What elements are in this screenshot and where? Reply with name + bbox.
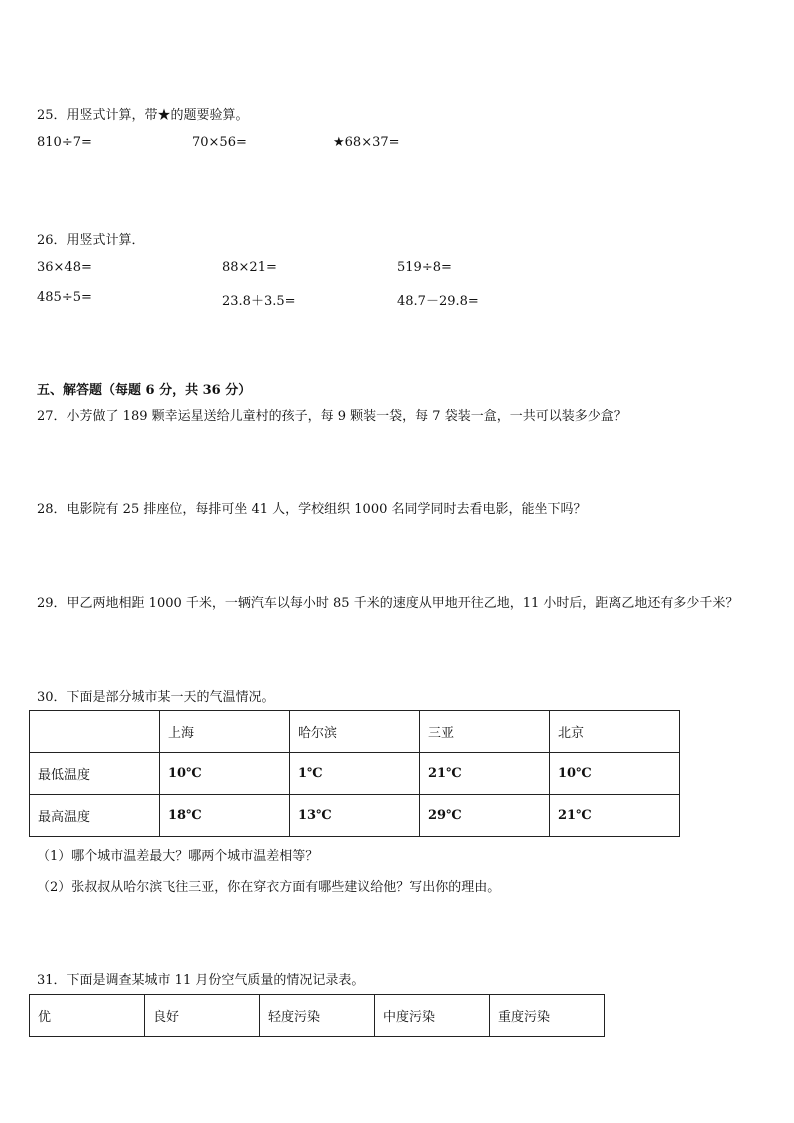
q26-row2-item-3: 48.7－29.8= bbox=[397, 294, 479, 309]
q25-item-3: ★68×37= bbox=[333, 135, 400, 150]
q26-row2-item-2: 23.8＋3.5= bbox=[222, 294, 296, 309]
table-cell: 10℃ bbox=[550, 753, 680, 795]
table-header-cell: 中度污染 bbox=[375, 995, 490, 1037]
table-header-cell: 北京 bbox=[550, 711, 680, 753]
table-cell: 1℃ bbox=[290, 753, 420, 795]
section5-title: 五、解答题（每题 6 分，共 36 分） bbox=[37, 383, 252, 398]
q26-row1-item-2: 88×21= bbox=[222, 260, 277, 275]
q30-title: 30．下面是部分城市某一天的气温情况。 bbox=[37, 690, 275, 705]
table-header-cell: 哈尔滨 bbox=[290, 711, 420, 753]
q26-title: 26．用竖式计算． bbox=[37, 233, 145, 248]
q30-sub1: （1）哪个城市温差最大？哪两个城市温差相等？ bbox=[37, 849, 319, 864]
table-cell: 10℃ bbox=[160, 753, 290, 795]
table-cell: 13℃ bbox=[290, 795, 420, 837]
temperature-table bbox=[29, 710, 680, 837]
table-header-cell: 三亚 bbox=[420, 711, 550, 753]
row-label-cell: 最高温度 bbox=[30, 795, 160, 837]
q26-row1-item-1: 36×48= bbox=[37, 260, 92, 275]
table-header-cell: 良好 bbox=[145, 995, 260, 1037]
table-row bbox=[30, 753, 680, 795]
air-quality-table bbox=[29, 994, 605, 1037]
q27-text: 27．小芳做了 189 颗幸运星送给儿童村的孩子，每 9 颗装一袋，每 7 袋装一盒，一共可以装多少盒？ bbox=[37, 409, 627, 424]
q25-item-1: 810÷7= bbox=[37, 135, 92, 150]
table-header-cell: 轻度污染 bbox=[260, 995, 375, 1037]
table-header-cell bbox=[30, 711, 160, 753]
q31-title: 31．下面是调查某城市 11 月份空气质量的情况记录表。 bbox=[37, 973, 365, 988]
table-row bbox=[30, 795, 680, 837]
table-cell: 18℃ bbox=[160, 795, 290, 837]
q30-sub2: （2）张叔叔从哈尔滨飞往三亚，你在穿衣方面有哪些建议给他？写出你的理由。 bbox=[37, 880, 501, 895]
q26-row1-item-3: 519÷8= bbox=[397, 260, 452, 275]
table-cell: 29℃ bbox=[420, 795, 550, 837]
table-header-cell: 上海 bbox=[160, 711, 290, 753]
q29-text: 29．甲乙两地相距 1000 千米，一辆汽车以每小时 85 千米的速度从甲地开往乙地，11 小时后，距离乙地还有多少千米？ bbox=[37, 596, 739, 611]
q25-title: 25．用竖式计算，带★的题要验算。 bbox=[37, 108, 249, 123]
table-cell: 21℃ bbox=[550, 795, 680, 837]
table-cell: 21℃ bbox=[420, 753, 550, 795]
table-header-cell: 重度污染 bbox=[490, 995, 605, 1037]
table-header-cell: 优 bbox=[30, 995, 145, 1037]
q25-item-2: 70×56= bbox=[192, 135, 247, 150]
row-label-cell: 最低温度 bbox=[30, 753, 160, 795]
q26-row2-item-1: 485÷5= bbox=[37, 290, 92, 305]
q28-text: 28．电影院有 25 排座位，每排可坐 41 人，学校组织 1000 名同学同时去看电影，能坐下吗？ bbox=[37, 502, 587, 517]
